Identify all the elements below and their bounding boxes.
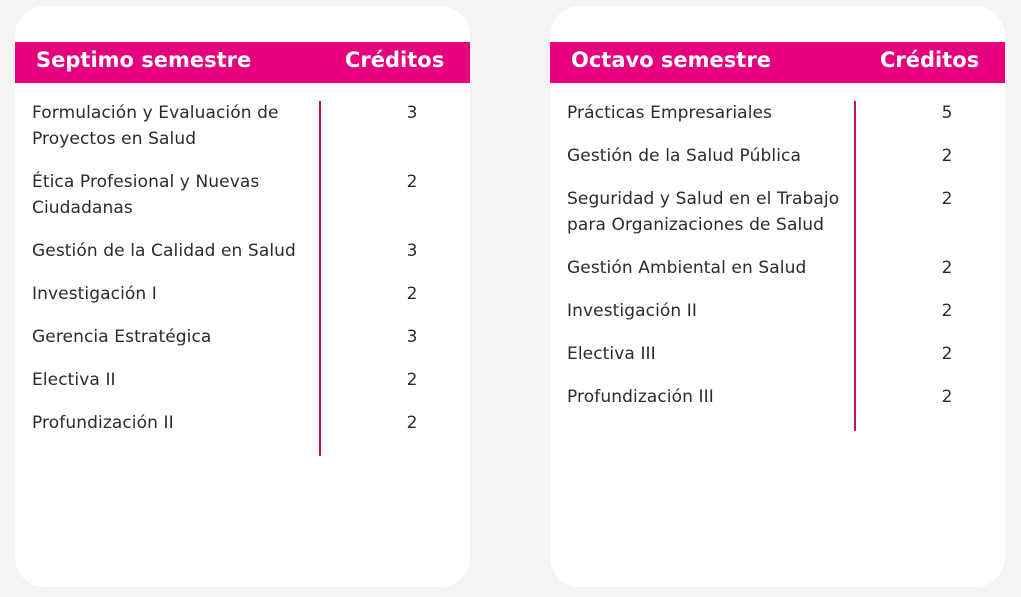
course-list (32, 100, 462, 453)
course-credits: 2 (941, 189, 953, 209)
course-name: Electiva II (32, 370, 116, 390)
course-credits: 3 (406, 241, 418, 261)
course-list (567, 100, 997, 427)
course-row (567, 255, 997, 281)
course-credits: 2 (941, 258, 953, 278)
course-credits: 2 (941, 344, 953, 364)
course-name: Investigación I (32, 284, 157, 304)
course-name: Formulación y Evaluación de Proyectos en Salud (32, 103, 279, 149)
course-name: Investigación II (567, 301, 698, 321)
course-row (567, 341, 997, 367)
course-name: Electiva III (567, 344, 656, 364)
semester-card-octavo (550, 6, 1005, 587)
course-row (32, 281, 462, 307)
course-name: Gerencia Estratégica (32, 327, 212, 347)
course-credits: 2 (406, 370, 418, 390)
course-name: Ética Profesional y Nuevas Ciudadanas (32, 172, 260, 218)
course-row (32, 238, 462, 264)
course-row (567, 100, 997, 126)
course-row (32, 367, 462, 393)
course-credits: 5 (941, 103, 953, 123)
course-name: Gestión de la Salud Pública (567, 146, 801, 166)
course-name: Gestión de la Calidad en Salud (32, 241, 296, 261)
course-credits: 3 (406, 327, 418, 347)
credits-column-header: Créditos (880, 48, 980, 72)
semester-title: Octavo semestre (571, 48, 771, 72)
course-credits: 2 (941, 146, 953, 166)
course-name: Profundización II (32, 413, 174, 433)
course-credits: 2 (406, 284, 418, 304)
course-row (32, 100, 462, 152)
course-row (567, 186, 997, 238)
table-header (550, 42, 1005, 83)
semester-card-septimo (15, 6, 470, 587)
course-name: Profundización III (567, 387, 714, 407)
course-row (32, 410, 462, 436)
course-credits: 3 (406, 103, 418, 123)
course-credits: 2 (406, 413, 418, 433)
course-credits: 2 (406, 172, 418, 192)
course-row (567, 298, 997, 324)
course-row (567, 384, 997, 410)
course-credits: 2 (941, 387, 953, 407)
table-header (15, 42, 470, 83)
course-name: Seguridad y Salud en el Trabajo para Organizaciones de Salud (567, 189, 840, 235)
course-credits: 2 (941, 301, 953, 321)
course-row (32, 324, 462, 350)
course-row (32, 169, 462, 221)
semester-title: Septimo semestre (36, 48, 252, 72)
course-row (567, 143, 997, 169)
credits-column-header: Créditos (345, 48, 445, 72)
course-name: Gestión Ambiental en Salud (567, 258, 807, 278)
course-name: Prácticas Empresariales (567, 103, 773, 123)
